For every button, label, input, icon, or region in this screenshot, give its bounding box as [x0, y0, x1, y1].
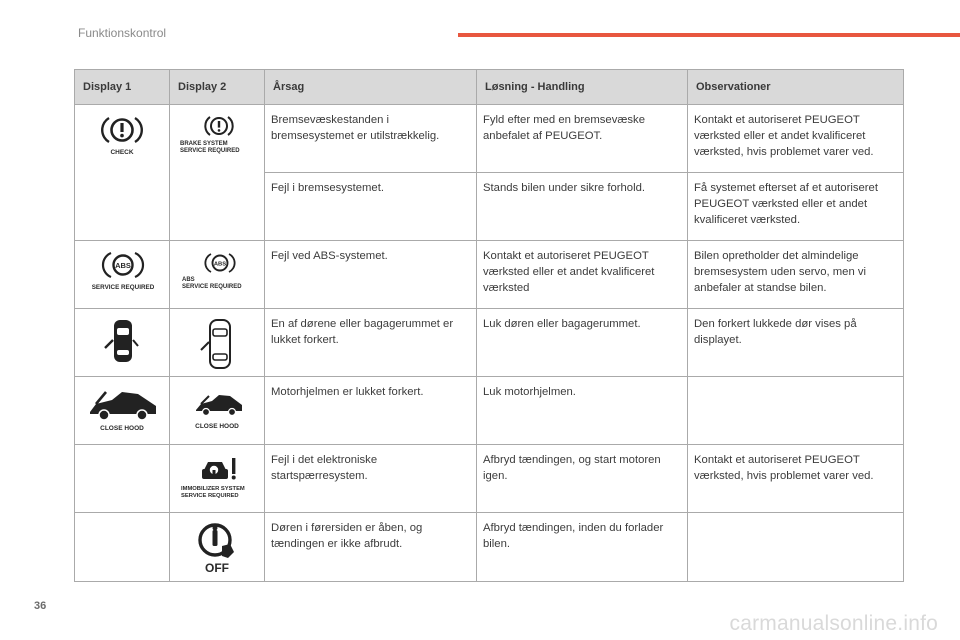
solution-cell: Afbryd tændingen, inden du forlader bilen. [477, 513, 688, 582]
table-row [75, 377, 904, 445]
brake-caption-line-2: SERVICE REQUIRED [180, 148, 240, 154]
solution-cell: Luk døren eller bagagerummet. [477, 309, 688, 377]
cause-cell: Døren i førersiden er åben, og tændingen er ikke afbrudt. [265, 513, 477, 582]
column-header-cause: Årsag [265, 70, 477, 105]
immobilizer-caption-line-1: IMMOBILIZER SYSTEM [181, 486, 245, 492]
warning-lights-table [74, 69, 904, 582]
door-open-outline-icon [195, 316, 239, 372]
table-row [75, 309, 904, 377]
ignition-off-icon [192, 520, 242, 576]
solution-cell: Luk motorhjelmen. [477, 377, 688, 445]
table-row [75, 513, 904, 582]
watermark: carmanualsonline.info [729, 612, 938, 635]
table-row [75, 445, 904, 513]
check-caption: CHECK [110, 149, 134, 156]
table-row [75, 241, 904, 309]
display-1-cell [75, 105, 170, 241]
display-1-cell [75, 513, 170, 582]
svg-text:ABS: ABS [213, 261, 227, 268]
display-1-cell [75, 241, 170, 309]
display-1-cell [75, 445, 170, 513]
abs-caption-line-2: SERVICE REQUIRED [182, 284, 242, 290]
abs-service-icon [81, 248, 165, 292]
display-2-cell [170, 445, 265, 513]
cause-cell: Fejl ved ABS-systemet. [265, 241, 477, 309]
display-2-cell [170, 513, 265, 582]
solution-cell: Afbryd tændingen, og start motoren igen. [477, 445, 688, 513]
display-2-cell [170, 309, 265, 377]
column-header-observations: Observationer [688, 70, 904, 105]
brake-check-icon [92, 112, 152, 156]
abs-letters: ABS [115, 261, 131, 270]
table-row [75, 105, 904, 173]
display-2-cell [170, 105, 265, 241]
off-caption: OFF [205, 561, 229, 575]
display-1-cell [75, 309, 170, 377]
cause-cell: Motorhjelmen er lukket forkert. [265, 377, 477, 445]
solution-cell: Fyld efter med en bremsevæske anbefalet af PEUGEOT. [477, 105, 688, 173]
cause-cell: Fejl i det elektroniske startspærresystem. [265, 445, 477, 513]
observation-cell: Bilen opretholder det almindelige bremsesystem uden servo, men vi anbefaler at standse bilen. [688, 241, 904, 309]
brake-caption-line-1: BRAKE SYSTEM [180, 141, 228, 147]
brake-system-icon [176, 112, 262, 156]
solution-cell: Kontakt et autoriseret PEUGEOT værksted eller et andet kvalificeret værksted [477, 241, 688, 309]
observation-cell [688, 377, 904, 445]
immobilizer-icon [176, 452, 262, 502]
observation-cell: Den forkert lukkede dør vises på displayet. [688, 309, 904, 377]
page-number: 36 [34, 600, 47, 612]
display-1-cell [75, 377, 170, 445]
display-2-cell [170, 377, 265, 445]
observation-cell: Kontakt et autoriseret PEUGEOT værksted, hvis problemet varer ved. [688, 445, 904, 513]
abs-system-icon [176, 248, 262, 292]
cause-cell: Bremsevæskestanden i bremsesystemet er utilstrækkelig. [265, 105, 477, 173]
column-header-display-2: Display 2 [170, 70, 265, 105]
observation-cell: Få systemet efterset af et autoriseret PEUGEOT værksted eller et andet kvalificeret værksted. [688, 173, 904, 241]
close-hood-caption-2: CLOSE HOOD [195, 423, 239, 430]
page-header-title: Funktionskontrol [78, 26, 167, 40]
column-header-solution: Løsning - Handling [477, 70, 688, 105]
observation-cell: Kontakt et autoriseret PEUGEOT værksted eller et andet kvalificeret værksted, hvis problemet varer ved. [688, 105, 904, 173]
close-hood-caption-1: CLOSE HOOD [100, 425, 144, 432]
observation-cell [688, 513, 904, 582]
table-header-row [75, 70, 904, 105]
hood-open-small-icon [182, 384, 252, 434]
abs-service-caption: SERVICE REQUIRED [91, 284, 155, 291]
immobilizer-caption-line-2: SERVICE REQUIRED [181, 493, 239, 499]
solution-cell: Stands bilen under sikre forhold. [477, 173, 688, 241]
display-2-cell [170, 241, 265, 309]
column-header-display-1: Display 1 [75, 70, 170, 105]
header-accent-bar [458, 33, 960, 37]
cause-cell: En af dørene eller bagagerummet er lukket forkert. [265, 309, 477, 377]
abs-caption-line-1: ABS [182, 277, 195, 283]
cause-cell: Fejl i bremsesystemet. [265, 173, 477, 241]
hood-open-icon [82, 384, 162, 434]
door-open-icon [100, 316, 144, 366]
